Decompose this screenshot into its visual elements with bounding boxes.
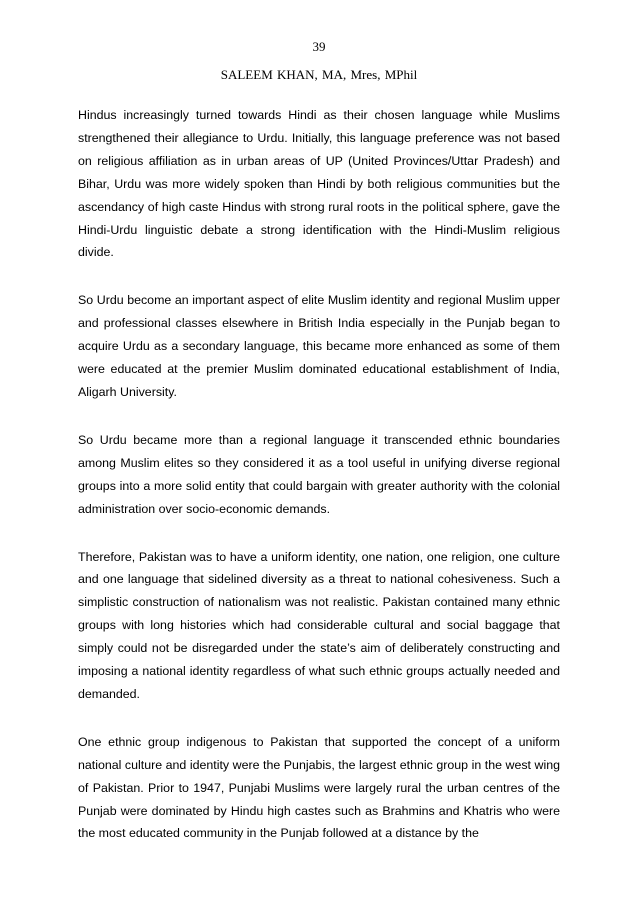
paragraph-urdu-elite-identity: So Urdu become an important aspect of elite Muslim identity and regional Muslim upper and professional classes elsewhere in British India especially in the Punjab began to acquire Urdu as a secondary language, this became more enhanced as some of them were educated at the premier Muslim dominated educational establishment of India, Aligarh University. [78,293,560,399]
paragraph-punjabis: One ethnic group indigenous to Pakistan that supported the concept of a uniform national culture and identity were the Punjabis, the largest ethnic group in the west wing of Pakistan. Prior to 1947, Punjabi Muslims were largely rural the urban centres of the Punjab were dominated by Hindu high castes such as Brahmins and Khatris who were the most educated community in the Punjab followed at a distance by the [78,734,560,841]
paragraph-urdu-transcended: So Urdu became more than a regional language it transcended ethnic boundaries among Muslim elites so they considered it as a tool useful in unifying diverse regional groups into a more solid entity that could bargain with greater authority with the colonial administration over socio-economic demands. [78,432,560,516]
page-number: 39 [312,39,326,54]
body-text [78,104,560,870]
author-header: SALEEM KHAN, MA, Mres, MPhil [220,67,418,82]
paragraph-uniform-identity: Therefore, Pakistan was to have a uniform identity, one nation, one religion, one culture and one language that sidelined diversity as a threat to national cohesiveness. Such a simplistic construction of nationalism was not realistic. Pakistan contained many ethnic groups with long histories which had considerable cultural and social baggage that simply could not be disregarded under the state’s aim of deliberately constructing and imposing a national identity regardless of what such ethnic groups actually needed and demanded. [78,549,560,701]
paragraph-hindi-urdu: Hindus increasingly turned towards Hindi as their chosen language while Muslims strengthened their allegiance to Urdu. Initially, this language preference was not based on religious affiliation as in urban areas of UP (United Provinces/Uttar Pradesh) and Bihar, Urdu was more widely spoken than Hindi by both religious communities but the ascendancy of high caste Hindus with strong rural roots in the political sphere, gave the Hindi-Urdu linguistic debate a strong identification with the Hindi-Muslim religious divide. [78,108,560,260]
